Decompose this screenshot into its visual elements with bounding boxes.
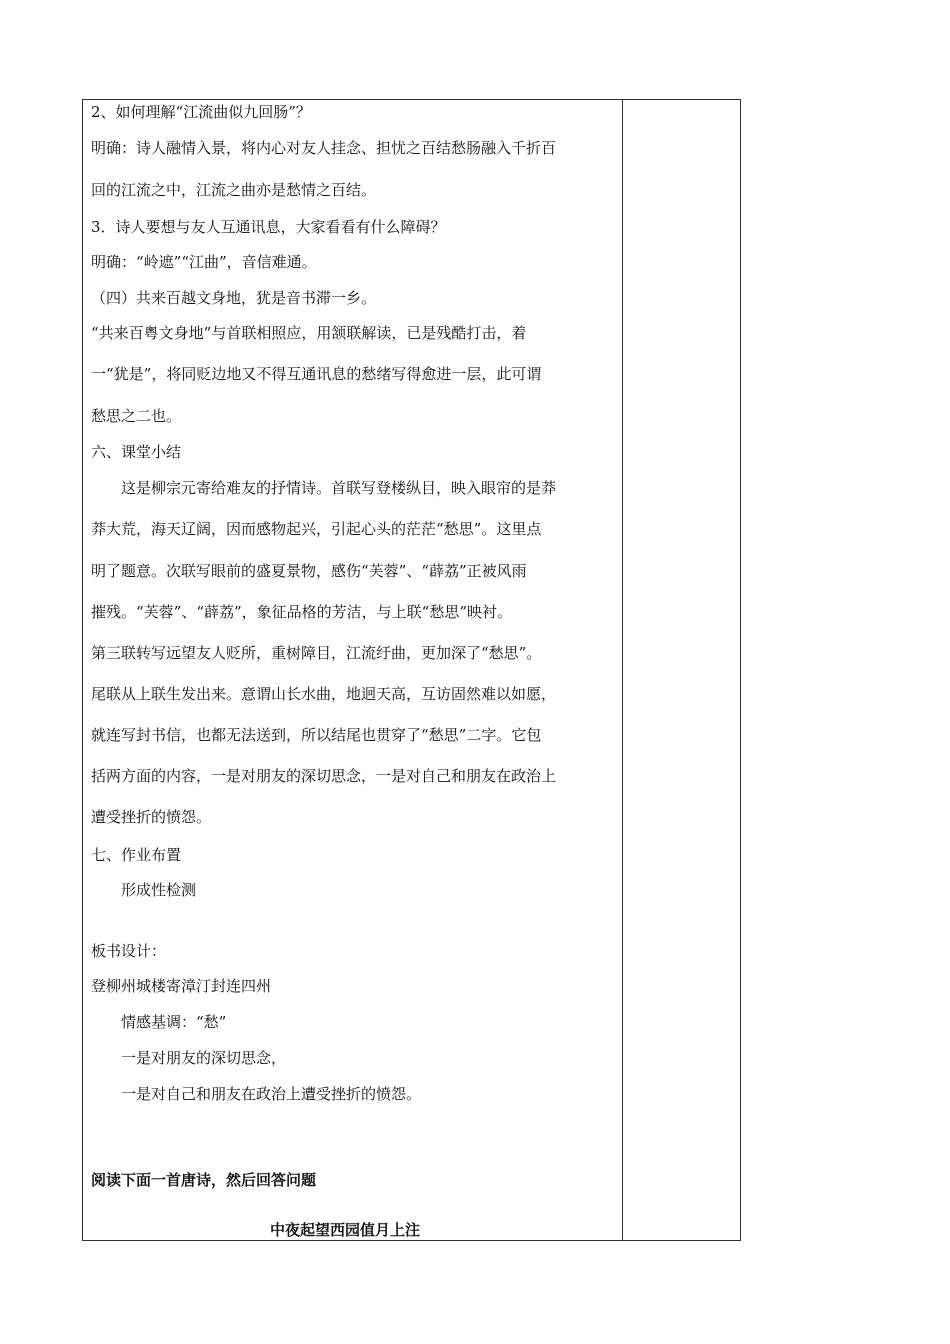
question-2: 2、如何理解“江流曲似九回肠”？: [91, 103, 311, 121]
reading-prompt: 阅读下面一首唐诗，然后回答问题: [91, 1171, 317, 1189]
board-poem-title: 登柳州城楼寄漳汀封连四州: [91, 977, 272, 995]
section-4-paragraph-line-1: “共来百粤文身地”与首联相照应，用颔联解读，已是残酷打击，着: [91, 324, 527, 342]
summary-line-7: 就连写封书信，也都无法送到，所以结尾也贯穿了“愁思”二字。它包: [91, 726, 542, 744]
column-divider: [622, 100, 623, 1240]
summary-line-8: 括两方面的内容，一是对朋友的深切思念，一是对自己和朋友在政治上: [91, 767, 557, 785]
summary-heading: 六、课堂小结: [91, 443, 182, 461]
question-3: 3．诗人要想与友人互通讯息，大家看看有什么障碍？: [91, 218, 446, 236]
question-2-answer-line-1: 明确：诗人融情入景，将内心对友人挂念、担忧之百结愁肠融入千折百: [91, 139, 557, 157]
poem-title: 中夜起望西园值月上注: [270, 1221, 421, 1239]
section-4-paragraph-line-3: 愁思之二也。: [91, 407, 182, 425]
summary-line-6: 尾联从上联生发出来。意谓山长水曲，地迥天高，互访固然难以如愿，: [91, 685, 557, 703]
summary-line-1: 这是柳宗元寄给难友的抒情诗。首联写登楼纵目，映入眼帘的是莽: [121, 479, 557, 497]
summary-line-3: 明了题意。次联写眼前的盛夏景物，感伤“芙蓉”、“薜荔”正被风雨: [91, 562, 527, 580]
board-point-1: 一是对朋友的深切思念，: [121, 1049, 287, 1067]
summary-line-9: 遭受挫折的愤怨。: [91, 808, 212, 826]
summary-line-2: 莽大荒，海天辽阔，因而感物起兴，引起心头的茫茫“愁思”。这里点: [91, 520, 542, 538]
summary-line-5: 第三联转写远望友人贬所，重树障目，江流纡曲，更加深了“愁思”。: [91, 644, 542, 662]
board-emotion-tone: 情感基调：“愁”: [121, 1013, 227, 1031]
board-point-2: 一是对自己和朋友在政治上遭受挫折的愤怨。: [121, 1085, 422, 1103]
board-design-heading: 板书设计：: [91, 942, 167, 960]
homework-heading: 七、作业布置: [91, 846, 182, 864]
section-4-paragraph-line-2: 一“犹是”，将同贬边地又不得互通讯息的愁绪写得愈进一层，此可谓: [91, 365, 542, 383]
homework-item: 形成性检测: [121, 881, 197, 899]
question-2-answer-line-2: 回的江流之中，江流之曲亦是愁情之百结。: [91, 181, 377, 199]
summary-line-4: 摧残。“芙蓉”、“薜荔”，象征品格的芳洁，与上联“愁思”映衬。: [91, 603, 513, 621]
question-3-answer: 明确：“岭遮”“江曲”，音信难通。: [91, 253, 317, 271]
section-4-title: （四）共来百越文身地，犹是音书滞一乡。: [91, 289, 377, 307]
